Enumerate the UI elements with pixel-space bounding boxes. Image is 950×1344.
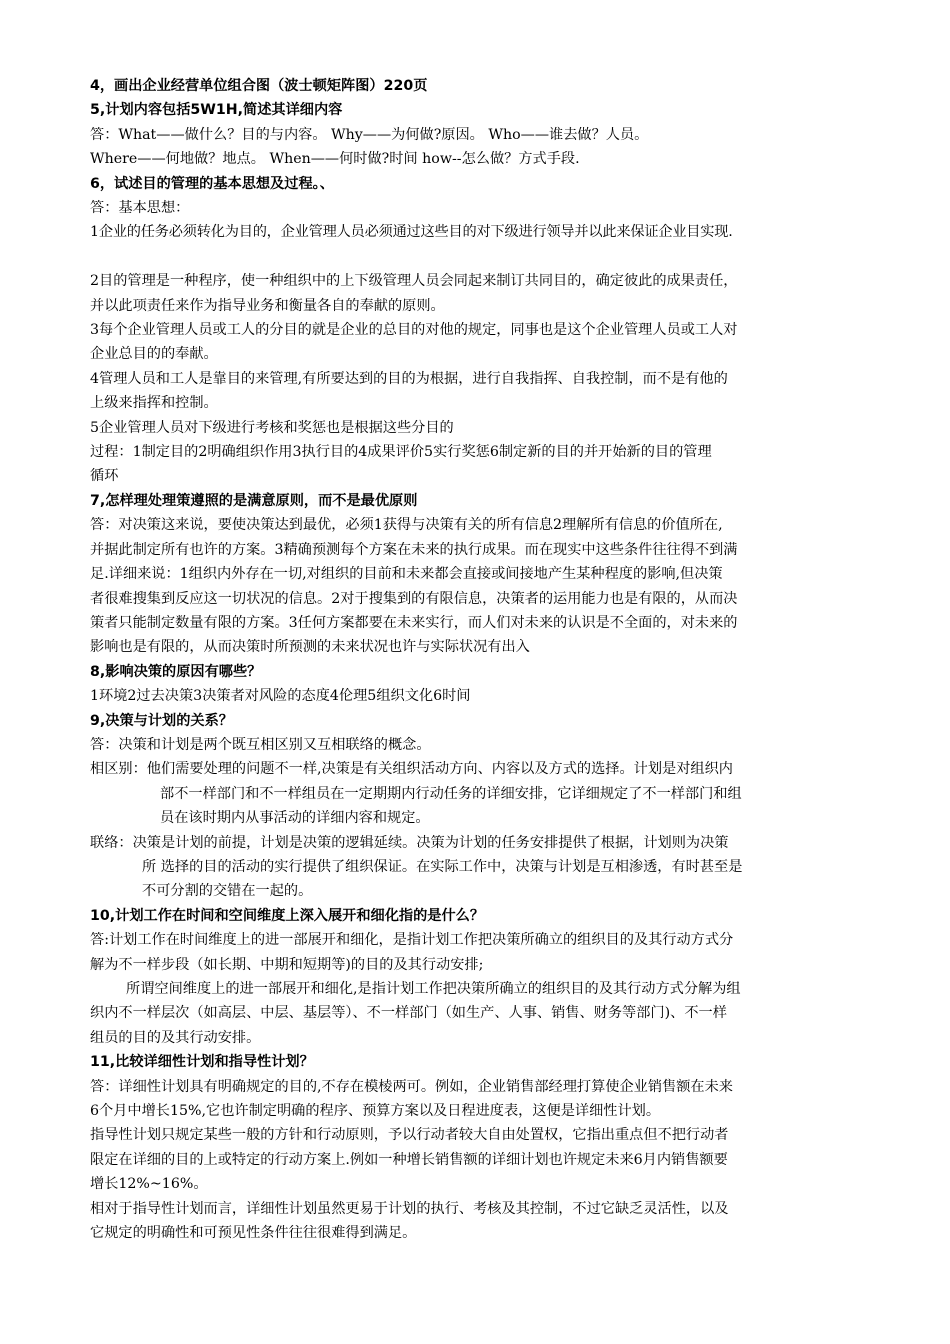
answer-6-point-2-line-2: 并以此项责任来作为指导业务和衡量各自的奉献的原则。 [90,297,445,314]
answer-10-line-1: 答:计划工作在时间维度上的进一部展开和细化，是指计划工作把决策所确立的组织目的及其行动方式分 [90,932,734,949]
answer-6-point-4-line-1: 4管理人员和工人是靠目的来管理,有所要达到的目的为根据，进行自我指挥、自我控制，而不是有他的 [90,370,728,387]
answer-6-process-line-2: 循环 [90,468,119,485]
question-9-heading: 9,决策与计划的关系？ [90,712,233,729]
question-8-heading: 8,影响决策的原因有哪些？ [90,663,262,680]
answer-6-point-3-line-1: 3每个企业管理人员或工人的分目的就是企业的总目的对他的规定，同事也是这个企业管理人员或工人对 [90,322,738,339]
answer-11-line-6: 相对于指导性计划而言，详细性计划虽然更易于计划的执行、考核及其控制，不过它缺乏灵活性，以及 [90,1200,729,1217]
answer-7-line-4: 者很难搜集到反应这一切状况的信息。2对于搜集到的有限信息，决策者的运用能力也是有限的，从而决 [90,590,738,607]
question-6-heading: 6，试述目的管理的基本思想及过程。、 [90,175,334,192]
answer-5-line-2: Where——何地做？地点。 When——何时做?时间 how--怎么做？方式手段. [90,151,580,168]
answer-10-line-5: 组员的目的及其行动安排。 [90,1029,261,1046]
answer-7-line-6: 影响也是有限的，从而决策时所预测的未来状况也许与实际状况有出入 [90,639,530,656]
answer-8: 1环境2过去决策3决策者对风险的态度4伦理5组织文化6时间 [90,688,471,705]
answer-9-connection-line-2: 所 选择的目的活动的实行提供了组织保证。在实际工作中，决策与计划是互相渗透，有时甚至是 [142,858,743,875]
answer-6-point-4-line-2: 上级来指挥和控制。 [90,395,218,412]
answer-11-line-7: 它规定的明确性和可预见性条件往往很难得到满足。 [90,1225,417,1242]
answer-11-line-5: 增长12%~16%。 [90,1176,208,1193]
answer-9-difference-line-2: 部不一样部门和不一样组员在一定期期内行动任务的详细安排，它详细规定了不一样部门和组 [160,785,742,802]
answer-7-line-2: 并据此制定所有也许的方案。3精确预测每个方案在未来的执行成果。而在现实中这些条件往往得不到满 [90,541,738,558]
answer-7-line-5: 策者只能制定数量有限的方案。3任何方案都要在未来实行，而人们对未来的认识是不全面的，对未来的 [90,614,738,631]
answer-6-process-line-1: 过程：1制定目的2明确组织作用3执行目的4成果评价5实行奖惩6制定新的目的并开始新的目的管理 [90,444,712,461]
answer-6-point-5: 5企业管理人员对下级进行考核和奖惩也是根据这些分目的 [90,419,454,436]
blank-line [90,245,870,269]
document-page [90,74,870,1245]
answer-9-connection-line-3: 不可分割的交错在一起的。 [142,883,313,900]
question-5-heading: 5,计划内容包括5W1H,简述其详细内容 [90,102,343,119]
answer-10-line-3: 所谓空间维度上的进一部展开和细化,是指计划工作把决策所确立的组织目的及其行动方式分解为组 [126,981,741,998]
answer-9-intro: 答：决策和计划是两个既互相区别又互相联络的概念。 [90,736,431,753]
answer-7-line-3: 足.详细来说：1组织内外存在一切,对组织的目前和未来都会直接或间接地产生某种程度的影响,但决策 [90,566,723,583]
answer-6-point-1: 1企业的任务必须转化为目的，企业管理人员必须通过这些目的对下级进行领导并以此来保证企业目实现. [90,224,733,241]
question-4-heading: 4，画出企业经营单位组合图（波士顿矩阵图）220页 [90,78,428,94]
question-10-heading: 10,计划工作在时间和空间维度上深入展开和细化指的是什么？ [90,907,485,924]
answer-10-line-4: 织内不一样层次（如高层、中层、基层等）、不一样部门（如生产、人事、销售、财务等部门)、不一样 [90,1005,727,1022]
answer-9-difference-line-1: 相区别：他们需要处理的问题不一样,决策是有关组织活动方向、内容以及方式的选择。计划是对组织内 [90,761,733,778]
answer-9-difference-line-3: 员在该时期内从事活动的详细内容和规定。 [160,810,430,827]
answer-6-point-2-line-1: 2目的管理是一种程序，使一种组织中的上下级管理人员会同起来制订共同目的，确定彼此的成果责任， [90,273,738,290]
answer-6-point-3-line-2: 企业总目的的奉献。 [90,346,218,363]
answer-9-connection-line-1: 联络：决策是计划的前提，计划是决策的逻辑延续。决策为计划的任务安排提供了根据，计划则为决策 [90,834,729,851]
answer-11-line-2: 6个月中增长15%,它也许制定明确的程序、预算方案以及日程进度表，这便是详细性计划。 [90,1103,661,1120]
question-11-heading: 11,比较详细性计划和指导性计划？ [90,1054,314,1071]
answer-5-line-1: 答：What——做什么？目的与内容。 Why——为何做?原因。 Who——谁去做？人员。 [90,126,649,143]
answer-11-line-4: 限定在详细的目的上或特定的行动方案上.例如一种增长销售额的详细计划也许规定未来6月内销售额要 [90,1151,728,1168]
answer-7-line-1: 答：对决策这来说，要使决策达到最优，必须1获得与决策有关的所有信息2理解所有信息的价值所在, [90,517,723,534]
answer-11-line-3: 指导性计划只规定某些一般的方针和行动原则，予以行动者较大自由处置权，它指出重点但不把行动者 [90,1127,729,1144]
answer-10-line-2: 解为不一样步段（如长期、中期和短期等)的目的及其行动安排; [90,956,484,973]
question-7-heading: 7,怎样理处理策遵照的是满意原则，而不是最优原则 [90,492,418,509]
answer-11-line-1: 答：详细性计划具有明确规定的目的,不存在模棱两可。例如，企业销售部经理打算使企业销售额在未来 [90,1078,733,1095]
answer-6-intro: 答：基本思想： [90,200,190,217]
